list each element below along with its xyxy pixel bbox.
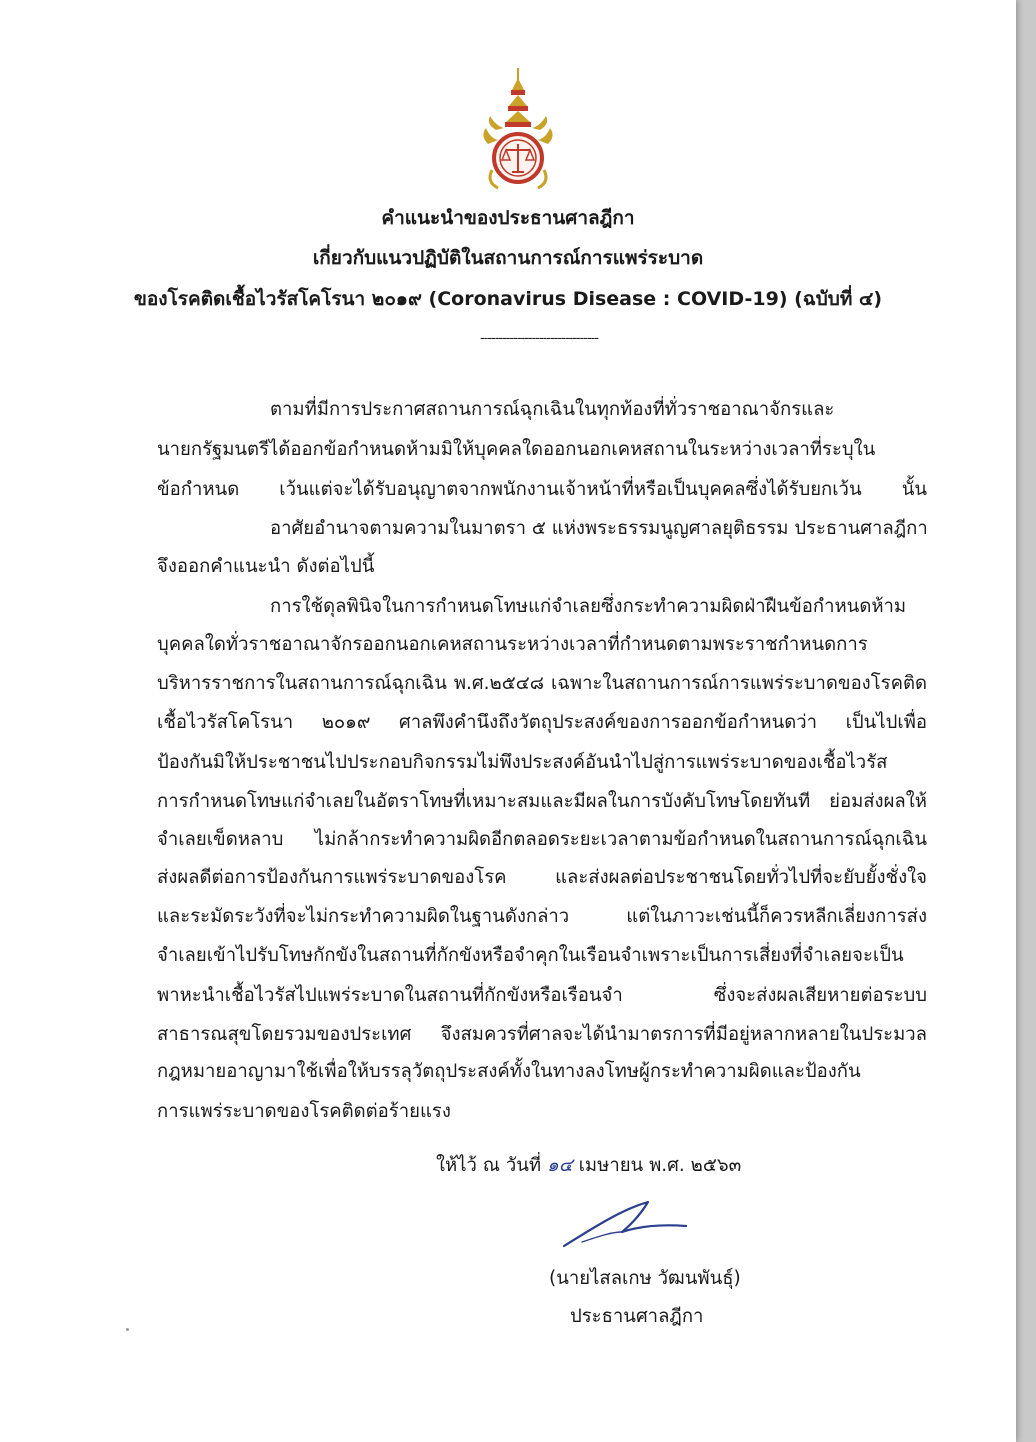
court-emblem-icon bbox=[478, 66, 558, 194]
handwritten-signature bbox=[560, 1196, 690, 1250]
issue-date-prefix: ให้ไว้ ณ วันที่ bbox=[436, 1155, 542, 1176]
body-line-11: การกำหนดโทษแก่จำเลยในอัตราโทษที่เหมาะสมและมีผลในการบังคับโทษโดยทันที ย่อมส่งผลให้ bbox=[157, 791, 927, 812]
document-title-line-1: คำแนะนำของประธานศาลฎีกา bbox=[381, 207, 635, 229]
body-line-14: และระมัดระวังที่จะไม่กระทำความผิดในฐานดังกล่าว แต่ในภาวะเช่นนี้ก็ควรหลีกเลี่ยงการส่ง bbox=[157, 906, 927, 927]
issue-date bbox=[436, 1152, 741, 1180]
signer-position: ประธานศาลฎีกา bbox=[570, 1306, 704, 1327]
body-line-8: บริหารราชการในสถานการณ์ฉุกเฉิน พ.ศ.๒๕๔๘ เฉพาะในสถานการณ์การแพร่ระบาดของโรคติด bbox=[157, 673, 927, 694]
body-line-2: นายกรัฐมนตรีได้ออกข้อกำหนดห้ามมิให้บุคคลใดออกนอกเคหสถานในระหว่างเวลาที่ระบุใน bbox=[157, 439, 876, 460]
issue-date-day: ๑๔ bbox=[546, 1155, 573, 1176]
body-line-5: จึงออกคำแนะนำ ดังต่อไปนี้ bbox=[157, 556, 375, 577]
body-line-6: การใช้ดุลพินิจในการกำหนดโทษแก่จำเลยซึ่งกระทำความผิดฝ่าฝืนข้อกำหนดห้าม bbox=[270, 596, 907, 617]
signer-name: (นายไสลเกษ วัฒนพันธุ์) bbox=[549, 1268, 741, 1289]
title-divider: -------------------------------- bbox=[479, 331, 599, 346]
document-title-line-2: เกี่ยวกับแนวปฏิบัติในสถานการณ์การแพร่ระบาด bbox=[312, 247, 704, 269]
body-line-19: การแพร่ระบาดของโรคติดต่อร้ายแรง bbox=[157, 1101, 451, 1122]
document-title-line-3: ของโรคติดเชื้อไวรัสโคโรนา ๒๐๑๙ (Coronavirus Disease : COVID-19) (ฉบับที่ ๔) bbox=[133, 288, 883, 310]
body-line-13: ส่งผลดีต่อการป้องกันการแพร่ระบาดของโรค และส่งผลต่อประชาชนโดยทั่วไปที่จะยับยั้งชั่งใจ bbox=[157, 867, 927, 888]
body-line-3: ข้อกำหนด เว้นแต่จะได้รับอนุญาตจากพนักงานเจ้าหน้าที่หรือเป็นบุคคลซึ่งได้รับยกเว้น นั้น bbox=[157, 479, 927, 500]
paper-speck bbox=[126, 1328, 129, 1331]
issue-date-suffix: เมษายน พ.ศ. ๒๕๖๓ bbox=[578, 1155, 742, 1176]
body-line-18: กฎหมายอาญามาใช้เพื่อให้บรรลุวัตถุประสงค์ทั้งในทางลงโทษผู้กระทำความผิดและป้องกัน bbox=[157, 1061, 861, 1082]
body-line-10: ป้องกันมิให้ประชาชนไปประกอบกิจกรรมไม่พึงประสงค์อันนำไปสู่การแพร่ระบาดของเชื้อไวรัส bbox=[157, 752, 888, 773]
body-line-4: อาศัยอำนาจตามความในมาตรา ๕ แห่งพระธรรมนูญศาลยุติธรรม ประธานศาลฎีกา bbox=[270, 518, 928, 539]
body-line-1: ตามที่มีการประกาศสถานการณ์ฉุกเฉินในทุกท้องที่ทั่วราชอาณาจักรและ bbox=[270, 399, 835, 420]
body-line-12: จำเลยเข็ดหลาบ ไม่กล้ากระทำความผิดอีกตลอดระยะเวลาตามข้อกำหนดในสถานการณ์ฉุกเฉิน bbox=[157, 829, 927, 850]
body-line-9: เชื้อไวรัสโคโรนา ๒๐๑๙ ศาลพึงคำนึงถึงวัตถุประสงค์ของการออกข้อกำหนดว่า เป็นไปเพื่อ bbox=[157, 712, 927, 733]
body-line-17: สาธารณสุขโดยรวมของประเทศ จึงสมควรที่ศาลจะได้นำมาตรการที่มีอยู่หลากหลายในประมวล bbox=[157, 1024, 927, 1045]
body-line-15: จำเลยเข้าไปรับโทษกักขังในสถานที่กักขังหรือจำคุกในเรือนจำเพราะเป็นการเสี่ยงที่จำเลยจะเป็น bbox=[157, 945, 904, 966]
body-line-7: บุคคลใดทั่วราชอาณาจักรออกนอกเคหสถานระหว่างเวลาที่กำหนดตามพระราชกำหนดการ bbox=[157, 634, 868, 655]
body-line-16: พาหะนำเชื้อไวรัสไปแพร่ระบาดในสถานที่กักขังหรือเรือนจำ ซึ่งจะส่งผลเสียหายต่อระบบ bbox=[157, 985, 927, 1006]
